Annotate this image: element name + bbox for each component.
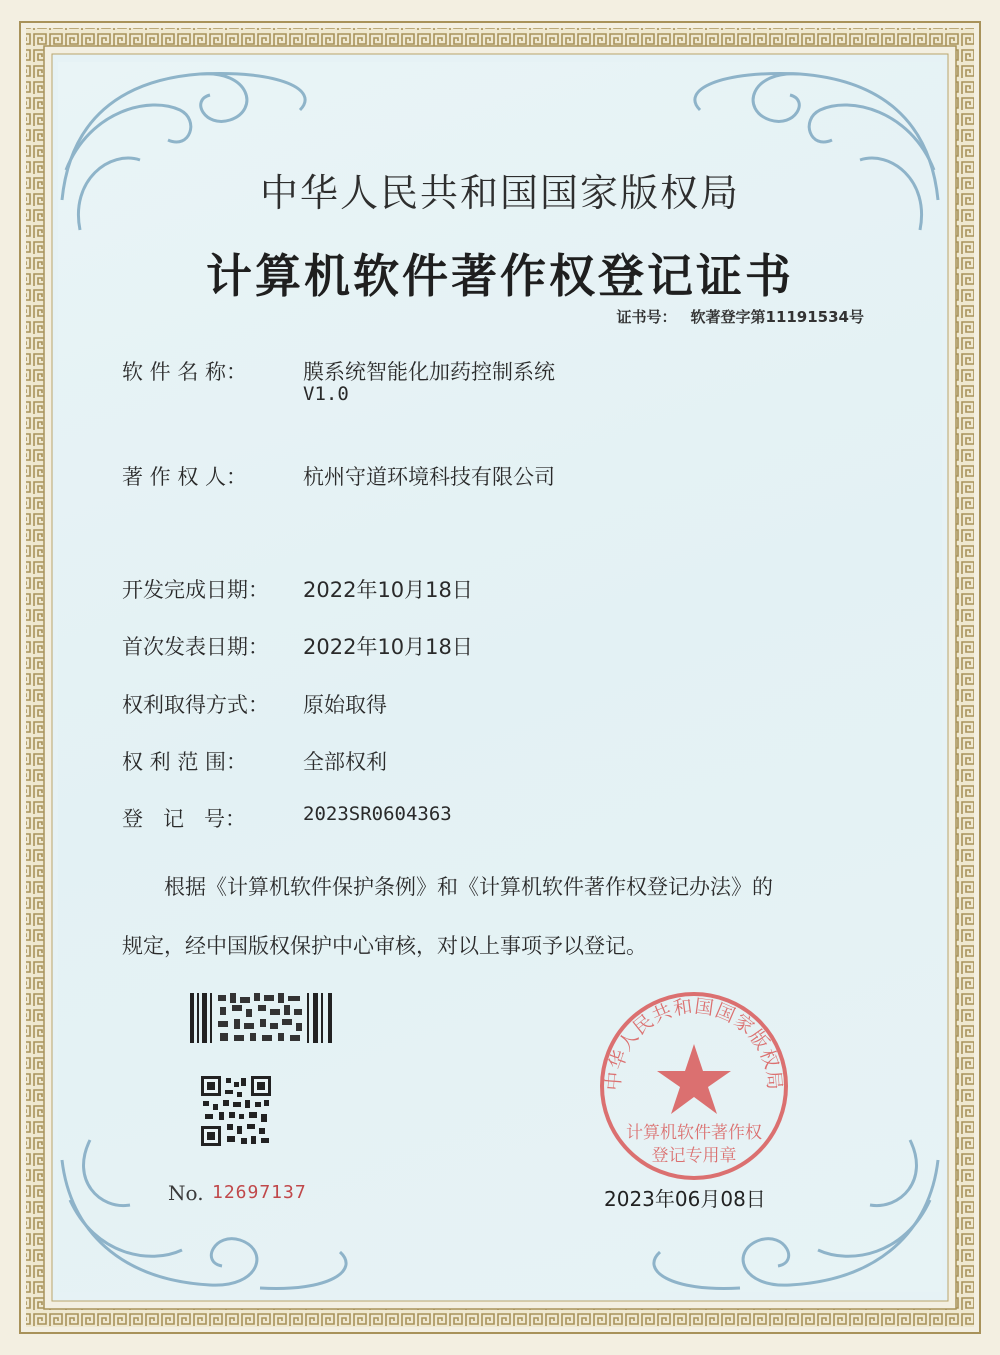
field-registration-number [122, 803, 452, 833]
field-value: 2022年10月18日 [303, 578, 473, 602]
field-label: 权利取得方式： [122, 693, 269, 717]
cert-no-value: 软著登字第11191534号 [690, 308, 864, 326]
cert-no-label: 证书号： [616, 308, 677, 326]
ornament-bottom-left [62, 1140, 346, 1288]
certificate-title: 计算机软件著作权登记证书 [206, 249, 794, 303]
field-label: 著 作 权 人： [122, 465, 248, 489]
field-copyright-owner [122, 461, 555, 491]
field-publication-date [122, 631, 473, 661]
field-label: 首次发表日期： [122, 635, 269, 659]
field-value: 2022年10月18日 [303, 635, 473, 659]
barcode [190, 993, 332, 1043]
field-value-version: V1.0 [303, 383, 349, 405]
field-value: 杭州守道环境科技有限公司 [303, 465, 555, 489]
certificate-number [616, 306, 864, 327]
seal-outer-text: 中华人民共和国国家版权局 [602, 995, 786, 1092]
seal-inner-line-1: 计算机软件著作权 [626, 1123, 762, 1143]
field-rights-scope [122, 746, 387, 776]
qr-code [201, 1076, 271, 1146]
field-value: 全部权利 [303, 750, 387, 774]
field-software-name [122, 356, 555, 405]
field-label: 开发完成日期： [122, 578, 269, 602]
official-seal [594, 986, 794, 1186]
field-label: 权 利 范 围： [122, 750, 248, 774]
issuer-title: 中华人民共和国国家版权局 [259, 171, 740, 215]
field-value: 2023SR0604363 [303, 803, 452, 825]
issue-date: 2023年06月08日 [604, 1187, 766, 1211]
serial-number: 12697137 [212, 1182, 307, 1203]
field-value: 膜系统智能化加药控制系统 [303, 360, 555, 384]
statement-line-1: 根据《计算机软件保护条例》和《计算机软件著作权登记办法》的 [164, 875, 773, 899]
field-development-date [122, 574, 473, 604]
serial-label: No. [168, 1181, 204, 1205]
statement-line-2: 规定，经中国版权保护中心审核，对以上事项予以登记。 [122, 934, 647, 958]
seal-star-icon [657, 1044, 731, 1114]
field-acquisition-method [122, 689, 387, 719]
field-label: 软 件 名 称： [122, 360, 248, 384]
field-value: 原始取得 [303, 693, 387, 717]
seal-inner-line-2: 登记专用章 [651, 1146, 737, 1166]
field-label: 登 记 号： [122, 807, 247, 831]
